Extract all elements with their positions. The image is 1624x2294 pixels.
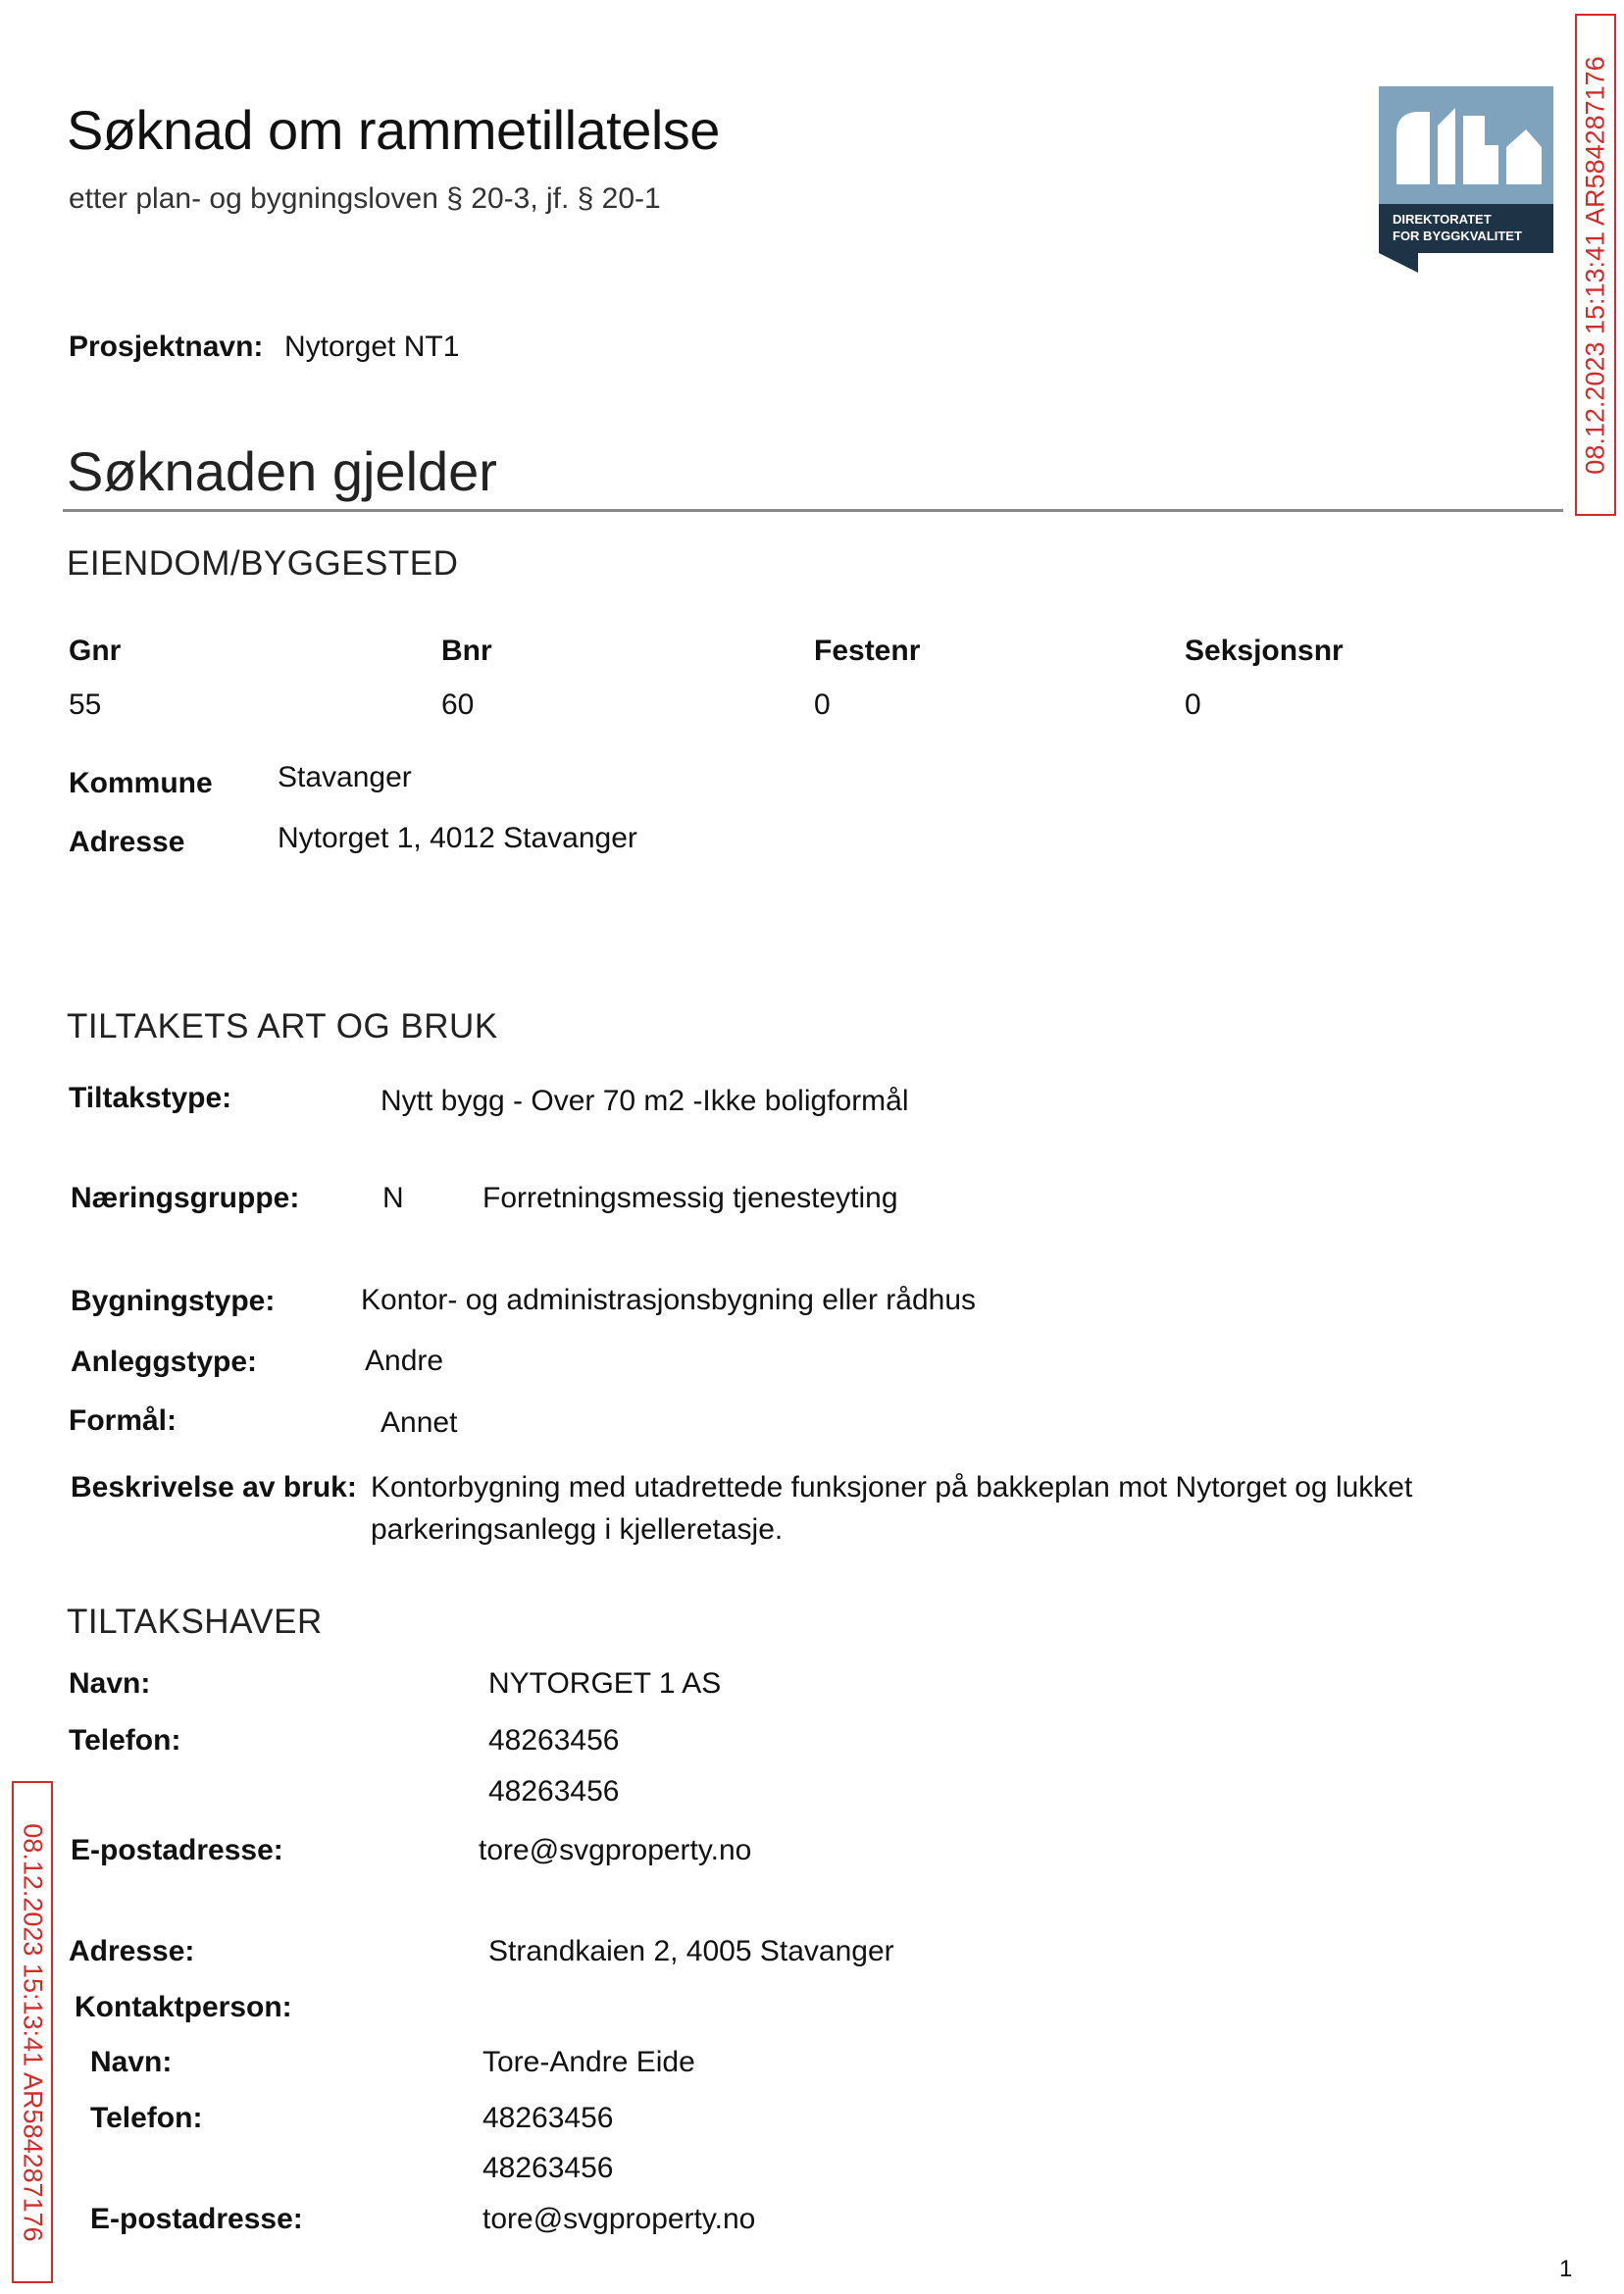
tiltak-heading: TILTAKETS ART OG BRUK [67, 1007, 498, 1045]
gnr-value: 55 [69, 688, 102, 721]
bygningstype-label: Bygningstype: [71, 1285, 276, 1317]
tiltakshaver-telefon-value-1: 48263456 [488, 1724, 620, 1757]
tiltakshaver-epost-value: tore@svgproperty.no [479, 1834, 752, 1866]
eiendom-heading: EIENDOM/BYGGESTED [67, 544, 459, 583]
bnr-value: 60 [441, 688, 475, 721]
logo-line2: FOR BYGGKVALITET [1393, 229, 1522, 243]
tiltakshaver-navn-value: NYTORGET 1 AS [488, 1667, 722, 1700]
naeringsgruppe-label: Næringsgruppe: [71, 1182, 300, 1214]
document-subtitle: etter plan- og bygningsloven § 20-3, jf. § 20-1 [69, 182, 661, 215]
bnr-label: Bnr [441, 635, 492, 667]
bygningstype-value: Kontor- og administrasjonsbygning eller rådhus [361, 1284, 977, 1316]
page-number: 1 [1559, 2256, 1573, 2282]
tiltakshaver-heading: TILTAKSHAVER [67, 1603, 323, 1641]
tiltakshaver-telefon-label: Telefon: [69, 1724, 181, 1757]
tiltakstype-label: Tiltakstype: [69, 1082, 232, 1114]
kontaktperson-label: Kontaktperson: [75, 1991, 292, 2023]
gnr-label: Gnr [69, 635, 122, 667]
project-name-label: Prosjektnavn: [69, 331, 264, 363]
festenr-value: 0 [814, 688, 831, 721]
tiltakshaver-adresse-value: Strandkaien 2, 4005 Stavanger [488, 1935, 894, 1967]
document-title: Søknad om rammetillatelse [67, 99, 720, 161]
archive-stamp-left [12, 1781, 53, 2283]
dibk-logo [1379, 86, 1553, 253]
beskrivelse-line1: Kontorbygning med utadrettede funksjoner på bakkeplan mot Nytorget og lukket [371, 1471, 1413, 1504]
archive-stamp-top [1575, 14, 1616, 516]
archive-stamp-text: 08.12.2023 15:13:41 AR584287176 [18, 1822, 48, 2242]
beskrivelse-line2: parkeringsanlegg i kjelleretasje. [371, 1513, 784, 1546]
festenr-label: Festenr [814, 635, 921, 667]
kontakt-navn-value: Tore-Andre Eide [482, 2046, 695, 2078]
kontakt-telefon-label: Telefon: [90, 2102, 203, 2134]
section-title: Søknaden gjelder [67, 440, 497, 502]
kontakt-telefon-value-2: 48263456 [482, 2152, 614, 2184]
tiltakshaver-epost-label: E-postadresse: [71, 1834, 283, 1866]
logo-line1: DIREKTORATET [1393, 212, 1492, 227]
kontakt-epost-value: tore@svgproperty.no [482, 2203, 756, 2235]
kontakt-navn-label: Navn: [90, 2046, 173, 2078]
seksjonsnr-value: 0 [1185, 688, 1201, 721]
adresse-label: Adresse [69, 826, 185, 858]
anleggstype-value: Andre [365, 1345, 444, 1377]
naeringsgruppe-value: Forretningsmessig tjenesteyting [482, 1182, 898, 1214]
anleggstype-label: Anleggstype: [71, 1346, 258, 1378]
kontakt-epost-label: E-postadresse: [90, 2203, 303, 2235]
naeringsgruppe-code: N [382, 1182, 404, 1214]
formal-label: Formål: [69, 1404, 178, 1437]
project-name-value: Nytorget NT1 [284, 331, 460, 363]
section-divider [63, 509, 1563, 512]
kommune-value: Stavanger [278, 761, 412, 793]
tiltakshaver-telefon-value-2: 48263456 [488, 1775, 620, 1808]
tiltakstype-value: Nytt bygg - Over 70 m2 -Ikke boligformål [381, 1085, 909, 1117]
kontakt-telefon-value-1: 48263456 [482, 2102, 614, 2134]
adresse-value: Nytorget 1, 4012 Stavanger [278, 822, 637, 854]
tiltakshaver-navn-label: Navn: [69, 1667, 151, 1700]
beskrivelse-label: Beskrivelse av bruk: [71, 1471, 357, 1504]
tiltakshaver-adresse-label: Adresse: [69, 1935, 195, 1967]
dibk-logo-icon [1379, 86, 1553, 273]
archive-stamp-text: 08.12.2023 15:13:41 AR584287176 [1580, 55, 1610, 475]
seksjonsnr-label: Seksjonsnr [1185, 635, 1344, 667]
kommune-label: Kommune [69, 767, 213, 799]
formal-value: Annet [381, 1406, 458, 1439]
